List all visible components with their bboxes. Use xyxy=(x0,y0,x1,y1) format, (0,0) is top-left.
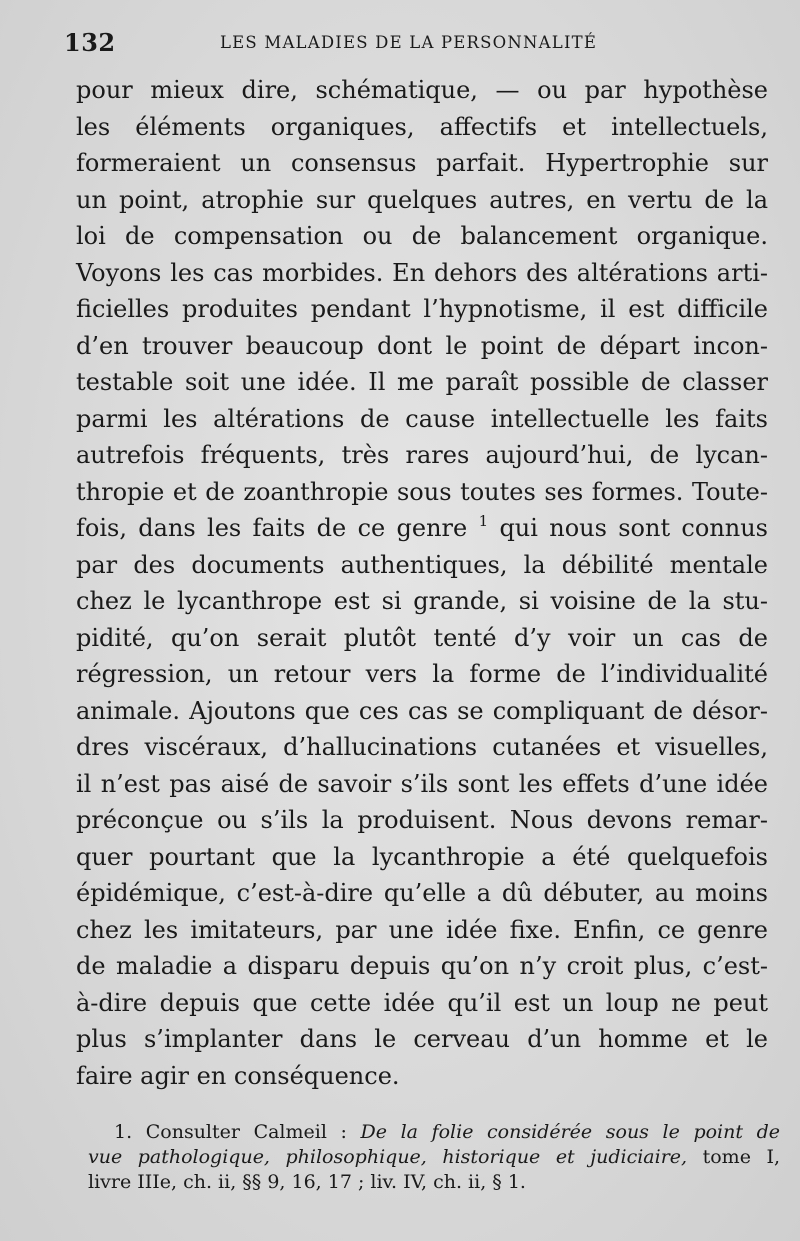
text-line: faire agir en conséquence. xyxy=(76,1061,400,1090)
text-line: testable soit une idée. Il me paraît possible de classer xyxy=(76,368,768,396)
running-title: LES MALADIES DE LA PERSONNALITÉ xyxy=(220,33,598,52)
footnote-line xyxy=(88,1145,780,1170)
text-line: pour mieux dire, schématique, — ou par hypothèse xyxy=(76,76,768,104)
text-line: par des documents authentiques, la débilité mentale xyxy=(76,550,768,579)
footnote xyxy=(88,1120,780,1195)
footnote-tome: tome I, xyxy=(702,1146,781,1168)
footnote-marker: 1. xyxy=(114,1121,133,1143)
text-segment: fois, dans les faits de ce genre xyxy=(76,514,468,542)
text-segment: qui nous sont connus xyxy=(499,514,769,542)
text-line: dres viscéraux, d’hallucinations cutanées et visuelles, xyxy=(76,733,768,761)
running-head xyxy=(64,28,784,58)
text-line: pidité, qu’on serait plutôt tenté d’y voir un cas de xyxy=(76,623,768,652)
text-line: épidémique, c’est-à-dire qu’elle a dû débuter, au moins xyxy=(76,879,768,907)
footnote-reference: 1 xyxy=(478,512,489,530)
text-line: quer pourtant que la lycanthropie a été quelquefois xyxy=(76,842,768,871)
text-line: un point, atrophie sur quelques autres, en vertu de la xyxy=(76,185,768,214)
text-line: loi de compensation ou de balancement organique. xyxy=(76,222,768,250)
text-line: les éléments organiques, affectifs et intellectuels, xyxy=(76,112,768,141)
text-line: d’en trouver beaucoup dont le point de départ incon- xyxy=(76,331,768,360)
body-text xyxy=(76,72,768,1094)
text-line: il n’est pas aisé de savoir s’ils sont les effets d’une idée xyxy=(76,769,768,798)
footnote-line: livre IIIe, ch. ii, §§ 9, 16, 17 ; liv. IV, ch. ii, § 1. xyxy=(88,1171,526,1193)
footnote-title-part: De la folie considérée sous le point de xyxy=(360,1121,780,1143)
text-line: animale. Ajoutons que ces cas se compliquant de désor- xyxy=(76,696,768,725)
text-line: préconçue ou s’ils la produisent. Nous devons remar- xyxy=(76,806,768,834)
page-number: 132 xyxy=(64,28,116,57)
text-line: autrefois fréquents, très rares aujourd’hui, de lycan- xyxy=(76,441,768,469)
text-line: parmi les altérations de cause intellectuelle les faits xyxy=(76,404,768,433)
text-line: ficielles produites pendant l’hypnotisme, il est difficile xyxy=(76,295,768,323)
text-line: chez les imitateurs, par une idée fixe. Enfin, ce genre xyxy=(76,915,768,944)
text-line: régression, un retour vers la forme de l’individualité xyxy=(76,660,768,688)
text-line: de maladie a disparu depuis qu’on n’y croit plus, c’est- xyxy=(76,952,768,980)
footnote-line xyxy=(88,1120,780,1145)
text-line-with-footnote-ref xyxy=(76,510,768,547)
text-line: à-dire depuis que cette idée qu’il est un loup ne peut xyxy=(76,988,768,1017)
text-line: chez le lycanthrope est si grande, si voisine de la stu- xyxy=(76,587,768,615)
text-line: plus s’implanter dans le cerveau d’un homme et le xyxy=(76,1025,768,1053)
footnote-lead: Consulter Calmeil : xyxy=(145,1121,347,1143)
text-line: Voyons les cas morbides. En dehors des altérations arti- xyxy=(76,258,768,287)
footnote-title-part: vue pathologique, philosophique, historique et judiciaire, xyxy=(88,1146,688,1168)
text-line: formeraient un consensus parfait. Hypertrophie sur xyxy=(76,149,768,177)
text-line: thropie et de zoanthropie sous toutes ses formes. Toute- xyxy=(76,477,768,506)
